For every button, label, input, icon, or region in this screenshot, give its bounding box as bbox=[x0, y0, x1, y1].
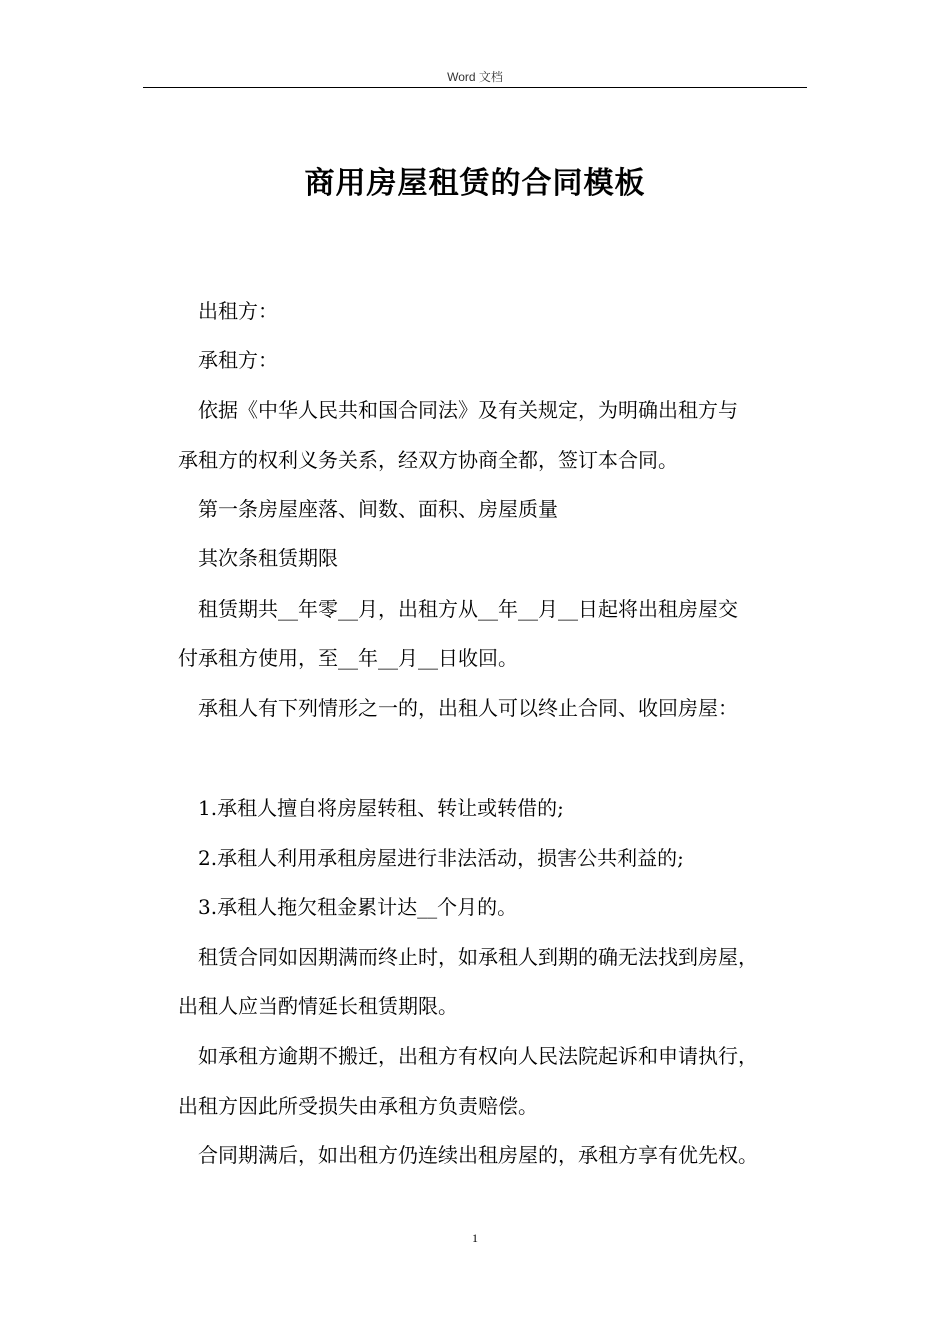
list-item-2: 2.承租人利用承租房屋进行非法活动，损害公共利益的; bbox=[198, 846, 684, 870]
lessor-line: 出租方： bbox=[198, 299, 278, 323]
preamble-line-2: 承租方的权利义务关系，经双方协商全都，签订本合同。 bbox=[178, 448, 678, 472]
preamble-line-1: 依据《中华人民共和国合同法》及有关规定，为明确出租方与 bbox=[198, 398, 738, 422]
expiry-paragraph-line-1: 租赁合同如因期满而终止时，如承租人到期的确无法找到房屋， bbox=[198, 945, 758, 969]
article-two-heading: 其次条租赁期限 bbox=[198, 546, 338, 570]
overdue-paragraph-line-1: 如承租方逾期不搬迁，出租方有权向人民法院起诉和申请执行， bbox=[198, 1044, 758, 1068]
header-divider bbox=[143, 87, 807, 88]
document-title: 商用房屋租赁的合同模板 bbox=[304, 166, 646, 201]
termination-intro: 承租人有下列情形之一的，出租人可以终止合同、收回房屋： bbox=[198, 696, 738, 720]
lease-term-line-2: 付承租方使用，至__年__月__日收回。 bbox=[178, 646, 518, 670]
overdue-paragraph-line-2: 出租方因此所受损失由承租方负责赔偿。 bbox=[178, 1094, 538, 1118]
article-one-heading: 第一条房屋座落、间数、面积、房屋质量 bbox=[198, 497, 558, 521]
page-header: Word 文档 bbox=[447, 70, 503, 84]
lease-term-line-1: 租赁期共__年零__月，出租方从__年__月__日起将出租房屋交 bbox=[198, 597, 738, 621]
lessee-line: 承租方： bbox=[198, 348, 278, 372]
page-number: 1 bbox=[472, 1231, 478, 1245]
priority-paragraph: 合同期满后，如出租方仍连续出租房屋的，承租方享有优先权。 bbox=[198, 1143, 758, 1167]
expiry-paragraph-line-2: 出租人应当酌情延长租赁期限。 bbox=[178, 994, 458, 1018]
list-item-1: 1.承租人擅自将房屋转租、转让或转借的; bbox=[198, 796, 564, 820]
list-item-3: 3.承租人拖欠租金累计达__个月的。 bbox=[198, 895, 518, 919]
